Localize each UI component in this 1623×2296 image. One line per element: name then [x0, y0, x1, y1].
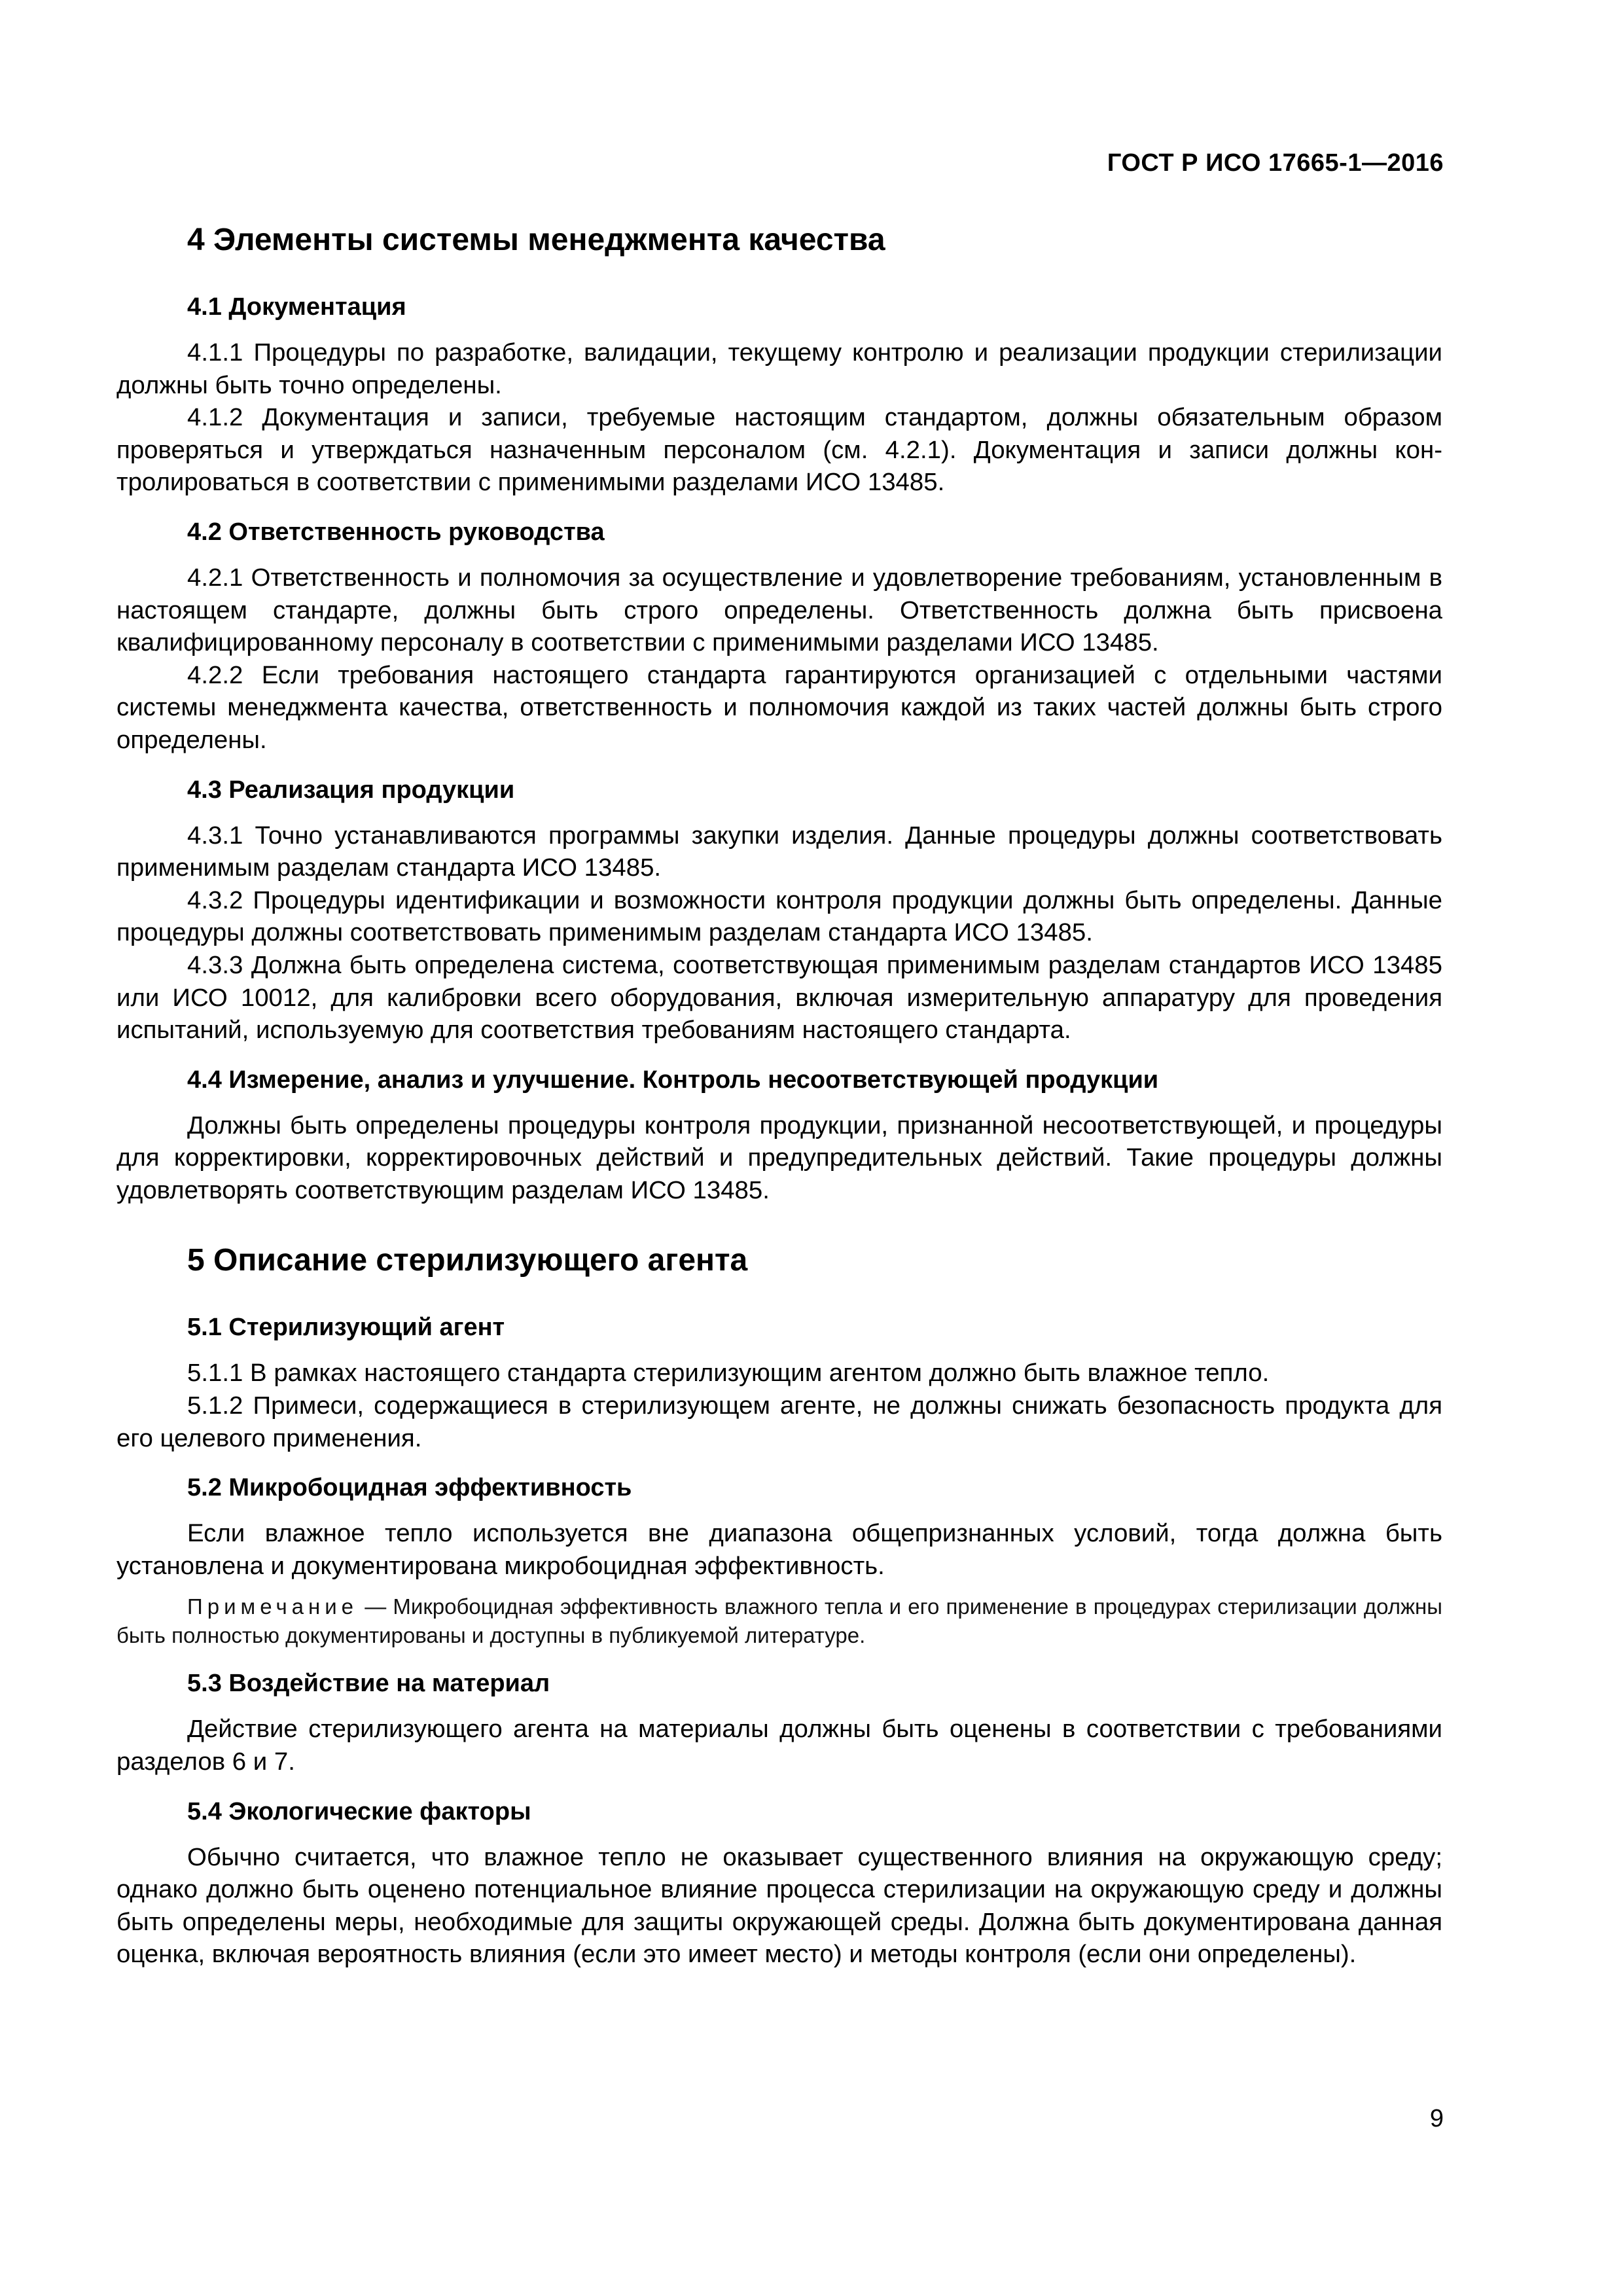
section-4-4-title: 4.4 Измерение, анализ и улучшение. Контроль несоответствующей продукции — [187, 1066, 1159, 1094]
paragraph-4-1-2: 4.1.2 Документация и записи, требуемые настоящим стандартом, должны обязательным образом проверяться и утверждаться назначенным персоналом (см. 4.2.1). Документация и записи должны контролироваться в соответствии с применимыми разделами ИСО 13485. — [116, 403, 1442, 497]
paragraph-4-2-2: 4.2.2 Если требования настоящего стандарта гарантируются организацией с отдельными частями системы менеджмента качества, ответственность и полномочия каждой из таких частей должны быть строго определены. — [116, 660, 1442, 754]
section-4-title: 4 Элементы системы менеджмента качества — [187, 223, 885, 257]
section-4-3-title: 4.3 Реализация продукции — [187, 776, 515, 804]
section-4-1-title: 4.1 Документация — [187, 293, 406, 321]
paragraph-4-3-1: 4.3.1 Точно устанавливаются программы закупки изделия. Данные процедуры должны соответствовать применимым разделам стандарта ИСО 13485. — [116, 821, 1442, 882]
paragraph-5-2: Если влажное тепло используется вне диапазона общепризнанных условий, тогда должна быть установлена и документирована микробоцидная эффективность. — [116, 1519, 1442, 1580]
paragraph-5-3: Действие стерилизующего агента на материалы должны быть оценены в соответствии с требованиями разделов 6 и 7. — [116, 1715, 1442, 1776]
note — [116, 1592, 1442, 1650]
section-5-title: 5 Описание стерилизующего агента — [187, 1243, 748, 1278]
paragraph-5-1-2: 5.1.2 Примеси, содержащиеся в стерилизующем агенте, не должны снижать безопасность продукта для его целевого применения. — [116, 1391, 1442, 1452]
paragraph-4-4: Должны быть определены процедуры контроля продукции, признанной несоответствующей, и процедуры для корректировки, корректировочных действий и предупредительных действий. Такие процедуры должны удовлетворять соответствующим разделам ИСО 13485. — [116, 1111, 1442, 1204]
paragraph-4-1-1: 4.1.1 Процедуры по разработке, валидации, текущему контролю и реализации продукции стерилизации должны быть точно определены. — [116, 338, 1442, 399]
section-5-2-title: 5.2 Микробоцидная эффективность — [187, 1474, 632, 1502]
section-5-4-title: 5.4 Экологические факторы — [187, 1797, 531, 1825]
note-text: — Микробоцидная эффективность влажного тепла и его применение в процедурах стерилизации должны быть полностью документированы и доступны в публикуемой литературе. — [116, 1594, 1442, 1648]
page-content — [116, 220, 1442, 1971]
section-4-2-title: 4.2 Ответственность руководства — [187, 518, 605, 546]
paragraph-4-3-3: 4.3.3 Должна быть определена система, соответствующая применимым разделам стандартов ИСО 13485 или ИСО 10012, для калибровки всего оборудования, включая измерительную аппаратуру для проведения испытаний, используемую для соответствия требованиям настоящего стандарта. — [116, 950, 1442, 1045]
document-id: ГОСТ Р ИСО 17665-1—2016 — [1107, 149, 1444, 177]
page-number: 9 — [1429, 2105, 1444, 2132]
paragraph-5-1-1: 5.1.1 В рамках настоящего стандарта стерилизующим агентом должно быть влажное тепло. — [187, 1359, 1270, 1388]
section-5-1-title: 5.1 Стерилизующий агент — [187, 1314, 505, 1342]
paragraph-4-3-2: 4.3.2 Процедуры идентификации и возможности контроля продукции должны быть определены. Данные процедуры должны соответствовать применимым разделам стандарта ИСО 13485. — [116, 886, 1442, 947]
paragraph-5-4: Обычно считается, что влажное тепло не оказывает существенного влияния на окружающую среду; однако должно быть оценено потенциальное влияние процесса стерилизации на окружающую среду и должны быть определены меры, необходимые для защиты окружающей среды. Должна быть документирована данная оценка, включая вероятность влияния (если это имеет место) и методы контроля (если они определены). — [116, 1842, 1442, 1969]
note-label: Примечание — [187, 1594, 359, 1619]
section-5-3-title: 5.3 Воздействие на материал — [187, 1670, 550, 1698]
paragraph-4-2-1: 4.2.1 Ответственность и полномочия за осуществление и удовлетворение требованиям, установленным в настоящем стандарте, должны быть строго определены. Ответственность должна быть присвоена квалифицированному персоналу в соответствии с применимыми разделами ИСО 13485. — [116, 563, 1442, 657]
